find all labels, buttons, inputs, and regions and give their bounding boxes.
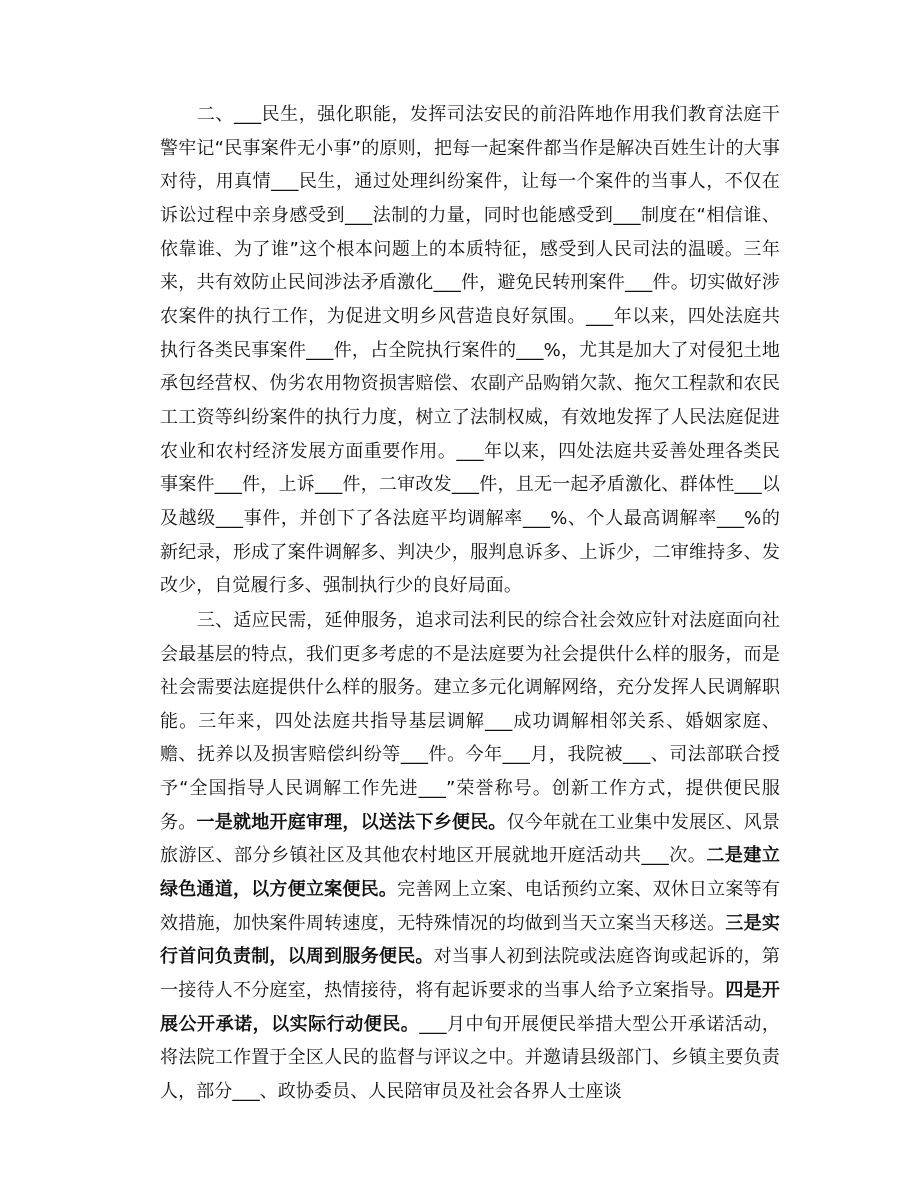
paragraph-3-heading-4: 四是开展公开承诺，以实际行动便民。 xyxy=(160,980,780,1035)
paragraph-3-heading-2: 二是建立绿色通道，以方便立案便民。 xyxy=(160,845,780,901)
paragraph-3-text-4: ___月中旬开展便民举措大型公开承诺活动，将法院工作置于全区人民的监督与评议之中。并邀请县级部门、乡镇主要负责人，部分___、政协委员、人民陪审员及社会各界人士座谈 xyxy=(160,1013,780,1103)
paragraph-3-text-1: 仅今年就在工业集中发展区、风景旅游区、部分乡镇社区及其他农村地区开展就地开庭活动共___次。 xyxy=(160,811,781,867)
paragraph-2 xyxy=(160,98,780,603)
paragraph-3-heading-3: 三是实行首问负责制，以周到服务便民。 xyxy=(160,912,780,968)
paragraph-2-text: 二、___民生，强化职能，发挥司法安民的前沿阵地作用我们教育法庭干警牢记“民事案件无小事”的原则，把每一起案件都当作是解决百姓生计的大事对待，用真情___民生，通过处理纠纷案件，让每一个案件的当事人，不仅在诉讼过程中亲身感受到___法制的力量，同时也能感受到___制度在“相信谁、依靠谁、为了谁”这个根本问题上的本质特征，感受到人民司法的温暖。三年来，共有效防止民间涉法矛盾激化___件，避免民转刑案件___件。切实做好涉农案件的执行工作，为促进文明乡风营造良好氛围。___年以来，四处法庭共执行各类民事案件___件，占全院执行案件的___%，尤其是加大了对侵犯土地承包经营权、伪劣农用物资损害赔偿、农副产品购销欠款、拖欠工程款和农民工工资等纠纷案件的执行力度，树立了法制权威，有效地发挥了人民法庭促进农业和农村经济发展方面重要作用。___年以来，四处法庭共妥善处理各类民事案件___件，上诉___件，二审改发___件，且无一起矛盾激化、群体性___以及越级___事件，并创下了各法庭平均调解率___%、个人最高调解率___%的新纪录，形成了案件调解多、判决少，服判息诉多、上诉少，二审维持多、发改少，自觉履行多、强制执行少的良好局面。 xyxy=(160,104,780,597)
paragraph-3-text-3: 对当事人初到法院或法庭咨询或起诉的，第一接待人不分庭室，热情接待，将有起诉要求的当事人给予立案指导。 xyxy=(160,946,780,1002)
paragraph-3-heading-1: 一是就地开庭审理，以送法下乡便民。 xyxy=(196,811,507,833)
document-body xyxy=(160,98,780,1110)
paragraph-3 xyxy=(160,604,780,1109)
paragraph-3-text-2: 完善网上立案、电话预约立案、双休日立案等有效措施，加快案件周转速度，无特殊情况的均做到当天立案当天移送。 xyxy=(160,879,780,934)
paragraph-3-text-intro: 三、适应民需，延伸服务，追求司法利民的综合社会效应针对法庭面向社会最基层的特点，我们更多考虑的不是法庭要为社会提供什么样的服务，而是社会需要法庭提供什么样的服务。建立多元化调解网络，充分发挥人民调解职能。三年来，四处法庭共指导基层调解___成功调解相邻关系、婚姻家庭、赡、抚养以及损害赔偿纠纷等___件。今年___月，我院被___、司法部联合授予“全国指导人民调解工作先进___”荣誉称号。创新工作方式，提供便民服务。 xyxy=(160,609,780,833)
